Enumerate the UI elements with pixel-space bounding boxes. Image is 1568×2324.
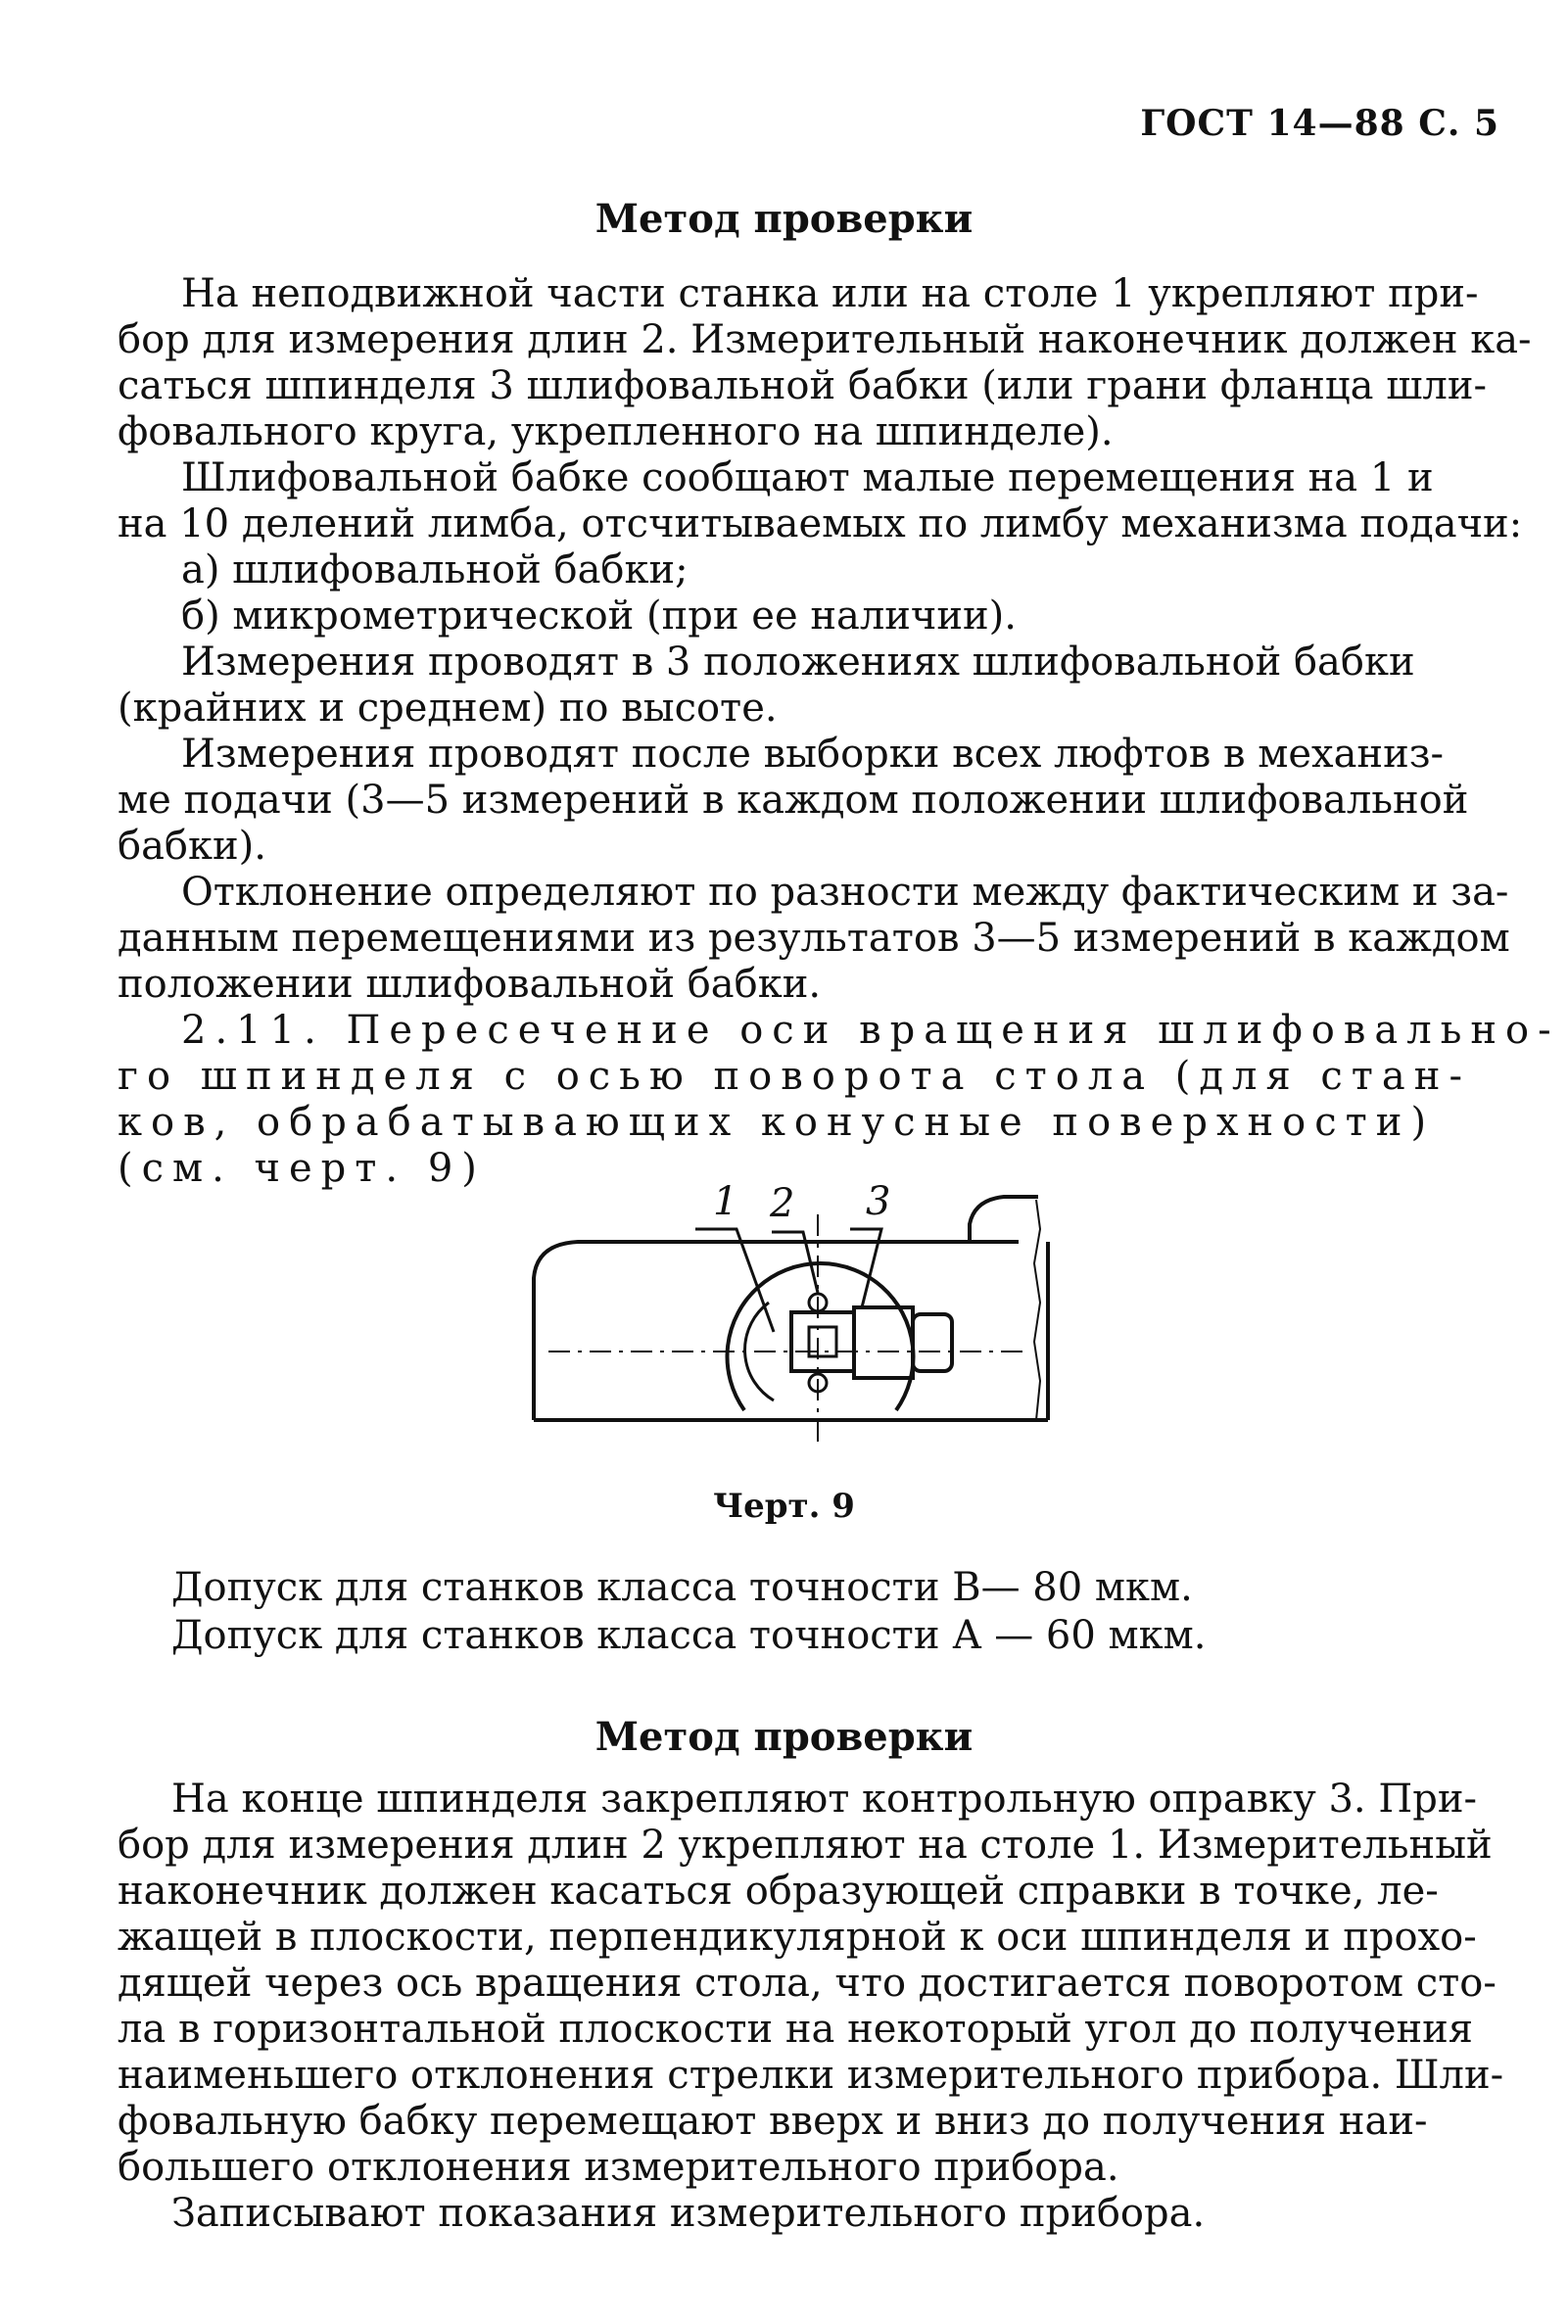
text-line: ла в горизонтальной плоскости на некоторый угол до получения — [118, 2007, 1474, 2052]
text-line: данным перемещениями из результатов 3—5 измерений в каждом — [118, 916, 1510, 961]
text-line: на 10 делений лимба, отсчитываемых по лимбу механизма подачи: — [118, 501, 1523, 546]
text-line: положении шлифовальной бабки. — [118, 962, 822, 1007]
text-line: бор для измерения длин 2 укрепляют на столе 1. Измерительный — [118, 1823, 1493, 1868]
text-line: ме подачи (3—5 измерений в каждом положении шлифовальной — [118, 778, 1469, 823]
tolerance-class-a: Допуск для станков класса точности А — 60 мкм. — [171, 1613, 1207, 1658]
text-line: На конце шпинделя закрепляют контрольную оправку 3. При- — [171, 1777, 1478, 1822]
figure-label-3: 3 — [866, 1179, 891, 1224]
text-line: фовальную бабку перемещают вверх и вниз до получения наи- — [118, 2099, 1428, 2144]
text-line: Измерения проводят в 3 положениях шлифовальной бабки — [181, 640, 1415, 685]
text-line: наименьшего отклонения стрелки измерительного прибора. Шли- — [118, 2053, 1504, 2098]
rotary-circle — [728, 1263, 914, 1410]
text-line: б) микрометрической (при ее наличии). — [181, 593, 1017, 639]
machine-outline — [534, 1242, 1019, 1420]
text-line: Шлифовальной бабке сообщают малые перемещения на 1 и — [181, 455, 1434, 500]
section2-body — [118, 1777, 1504, 2237]
text-line: наконечник должен касаться образующей справки в точке, ле- — [118, 1869, 1439, 1914]
text-line: большего отклонения измерительного прибора. — [118, 2145, 1119, 2190]
text-line: бабки). — [118, 824, 266, 869]
text-line: жащей в плоскости, перпендикулярной к оси шпинделя и прохо- — [118, 1915, 1477, 1960]
text-line: дящей через ось вращения стола, что достигается поворотом сто- — [118, 1961, 1497, 2006]
text-line: (см. черт. 9) — [118, 1146, 486, 1191]
text-line: (крайних и среднем) по высоте. — [118, 686, 778, 731]
text-line: 2.11. Пересечение оси вращения шлифовально- — [181, 1008, 1560, 1053]
text-line: Отклонение определяют по разности между фактическим и за- — [181, 870, 1509, 915]
text-line: го шпинделя с осью поворота стола (для стан- — [118, 1054, 1471, 1099]
text-line: фовального круга, укрепленного на шпинделе). — [118, 409, 1114, 454]
section-heading-1: Метод проверки — [594, 196, 974, 242]
section-heading-2: Метод проверки — [594, 1714, 974, 1760]
figure-caption: Черт. 9 — [713, 1487, 855, 1526]
spindle-block — [791, 1312, 854, 1371]
tolerance-class-b: Допуск для станков класса точности В— 80 мкм. — [171, 1565, 1193, 1610]
text-line: На неподвижной части станка или на столе 1 укрепляют при- — [181, 271, 1479, 316]
text-line: саться шпинделя 3 шлифовальной бабки (или грани фланца шли- — [118, 363, 1487, 408]
figure-label-1: 1 — [713, 1179, 738, 1224]
column-top — [970, 1197, 1038, 1242]
text-line: ков, обрабатывающих конусные поверхности) — [118, 1100, 1436, 1145]
break-line — [1034, 1200, 1040, 1420]
text-line: а) шлифовальной бабки; — [181, 547, 689, 593]
text-line: Записывают показания измерительного прибора. — [171, 2191, 1206, 2236]
page-header: ГОСТ 14—88 С. 5 — [1140, 103, 1499, 144]
motor-cap — [913, 1314, 952, 1371]
text-line: бор для измерения длин 2. Измерительный наконечник должен ка- — [118, 317, 1532, 362]
text-line: Измерения проводят после выборки всех люфтов в механиз- — [181, 732, 1445, 777]
figure-label-2: 2 — [770, 1181, 795, 1226]
